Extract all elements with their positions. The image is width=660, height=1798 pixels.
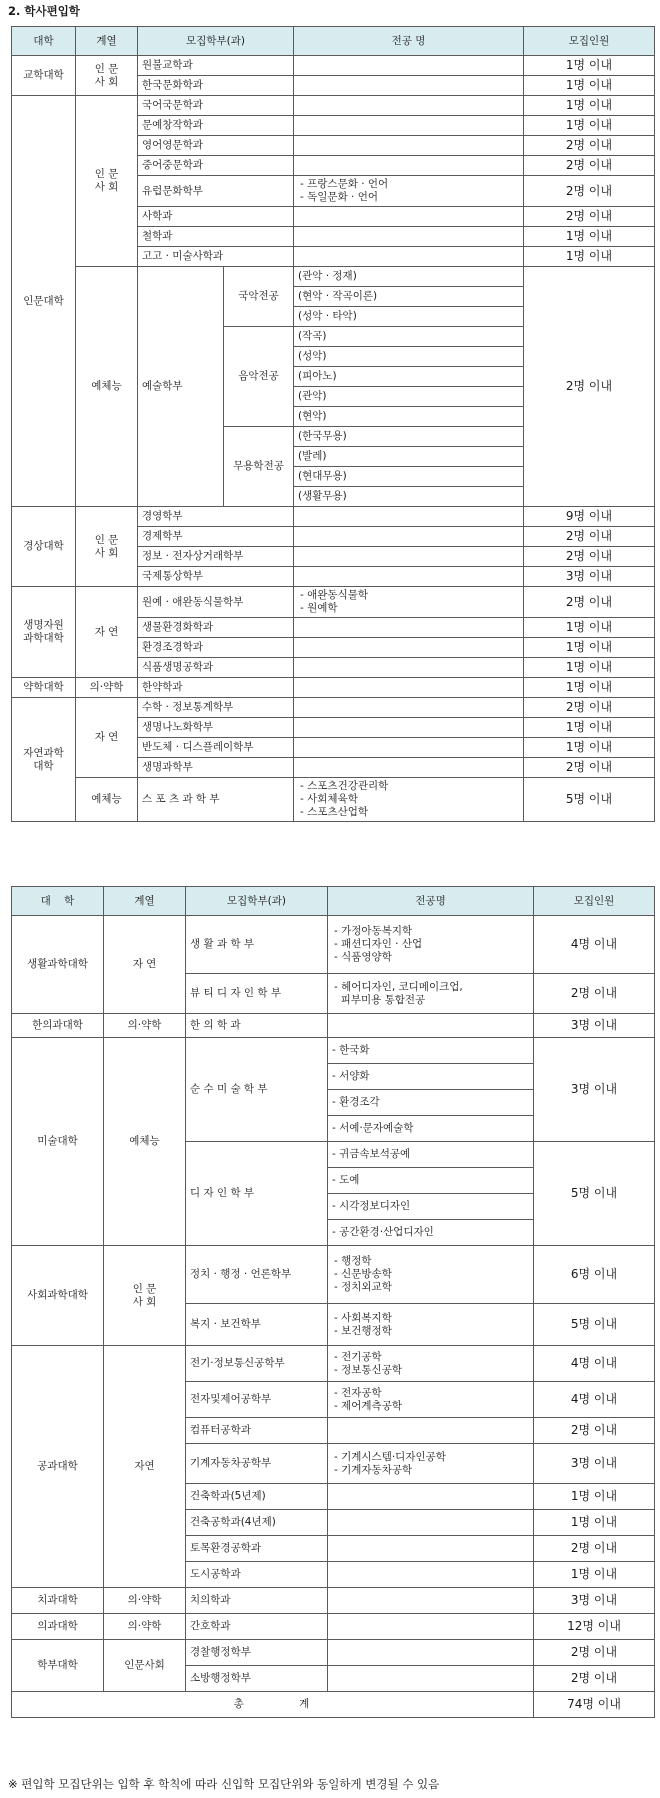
- quota-cell: 6명 이내: [534, 1246, 655, 1304]
- dept-cell: 원예 · 애완동식물학부: [138, 587, 294, 618]
- field-cell: 자연: [104, 1346, 186, 1588]
- major-cell: - 전자공학 - 제어계측공학: [328, 1382, 534, 1418]
- major-cell: [294, 618, 524, 638]
- table-row: [12, 698, 655, 718]
- dept-cell: 간호학과: [186, 1614, 328, 1640]
- major-cell: [294, 156, 524, 176]
- quota-cell: 1명 이내: [524, 227, 655, 247]
- major-cell: (현악 · 작곡이론): [294, 287, 524, 307]
- major-cell: [294, 738, 524, 758]
- major-cell: [328, 1510, 534, 1536]
- field-cell: 자 연: [76, 698, 138, 778]
- major-cell: - 스포츠건강관리학 - 사회체육학 - 스포츠산업학: [294, 778, 524, 822]
- dept-cell: 소방행정학부: [186, 1666, 328, 1692]
- dept-cell: 토목환경공학과: [186, 1536, 328, 1562]
- dept-cell: 문예창작학과: [138, 116, 294, 136]
- major-cell: (성악): [294, 347, 524, 367]
- major-cell: [328, 1614, 534, 1640]
- dept-cell: 한약학과: [138, 678, 294, 698]
- major-cell: [294, 76, 524, 96]
- dept-cell: 경찰행정학부: [186, 1640, 328, 1666]
- table-row: [12, 1246, 655, 1304]
- dept-cell: 수학 · 정보통계학부: [138, 698, 294, 718]
- major-cell: [294, 116, 524, 136]
- dept-cell: 기계자동차공학부: [186, 1444, 328, 1484]
- major-cell: [294, 507, 524, 527]
- field-cell: 인 문 사 회: [76, 507, 138, 587]
- header-college: 대학: [12, 27, 76, 56]
- table-row: [12, 1038, 655, 1064]
- major-cell: (한국무용): [294, 427, 524, 447]
- quota-cell: 2명 이내: [524, 176, 655, 207]
- dept-cell: 정치 · 행정 · 언론학부: [186, 1246, 328, 1304]
- table-row: [12, 678, 655, 698]
- quota-cell: 1명 이내: [524, 56, 655, 76]
- quota-cell: 2명 이내: [534, 974, 655, 1014]
- major-cell: - 도예: [328, 1168, 534, 1194]
- major-cell: - 서양화: [328, 1064, 534, 1090]
- dept-cell: 사학과: [138, 207, 294, 227]
- header-dept: 모집학부(과): [138, 27, 294, 56]
- section-title: 2. 학사편입학: [8, 4, 80, 18]
- major-cell: [294, 658, 524, 678]
- major-cell: [328, 1562, 534, 1588]
- major-cell: - 서예·문자예술학: [328, 1116, 534, 1142]
- major-cell: (관악): [294, 387, 524, 407]
- major-cell: [294, 718, 524, 738]
- total-row: [12, 1692, 655, 1718]
- field-cell: 인 문 사 회: [76, 96, 138, 267]
- table-row: [12, 916, 655, 974]
- college-cell: 경상대학: [12, 507, 76, 587]
- dept-cell: 생명과학부: [138, 758, 294, 778]
- field-cell: 의·약학: [104, 1614, 186, 1640]
- table-header-row: [12, 887, 655, 916]
- dept-cell: 건축학과(5년제): [186, 1484, 328, 1510]
- major-cell: [294, 247, 524, 267]
- header-major: 전공명: [328, 887, 534, 916]
- quota-cell: 1명 이내: [524, 247, 655, 267]
- field-cell: 자 연: [104, 916, 186, 1014]
- dept-cell: 도시공학과: [186, 1562, 328, 1588]
- quota-cell: 5명 이내: [534, 1304, 655, 1346]
- table-row: [12, 1640, 655, 1666]
- dept-cell: 생명나노화학부: [138, 718, 294, 738]
- dept-cell: 디 자 인 학 부: [186, 1142, 328, 1246]
- quota-cell: 1명 이내: [524, 618, 655, 638]
- major-cell: - 가정아동복지학 - 패션디자인 · 산업 - 식품영양학: [328, 916, 534, 974]
- quota-cell: 1명 이내: [524, 76, 655, 96]
- field-cell: 예체능: [104, 1038, 186, 1246]
- quota-cell: 1명 이내: [524, 96, 655, 116]
- header-dept: 모집학부(과): [186, 887, 328, 916]
- quota-cell: 2명 이내: [534, 1418, 655, 1444]
- header-quota: 모집인원: [534, 887, 655, 916]
- dept-cell: 영어영문학과: [138, 136, 294, 156]
- transfer-table-1: [11, 26, 655, 822]
- quota-cell: 4명 이내: [534, 916, 655, 974]
- quota-cell: 5명 이내: [524, 778, 655, 822]
- dept-cell: 고고 · 미술사학과: [138, 247, 294, 267]
- major-cell: - 애완동식물학 - 원예학: [294, 587, 524, 618]
- quota-cell: 2명 이내: [524, 136, 655, 156]
- college-cell: 학부대학: [12, 1640, 104, 1692]
- quota-cell: 2명 이내: [524, 267, 655, 507]
- major-cell: (생활무용): [294, 487, 524, 507]
- major-cell: [294, 678, 524, 698]
- dept-cell: 반도체 · 디스플레이학부: [138, 738, 294, 758]
- table-row: [12, 96, 655, 116]
- major-cell: (피아노): [294, 367, 524, 387]
- dept-cell: 유럽문화학부: [138, 176, 294, 207]
- dept-cell: 원불교학과: [138, 56, 294, 76]
- dept-cell: 예술학부: [138, 267, 224, 507]
- quota-cell: 2명 이내: [524, 758, 655, 778]
- quota-cell: 1명 이내: [534, 1510, 655, 1536]
- table-row: [12, 56, 655, 76]
- college-cell: 생명자원 과학대학: [12, 587, 76, 678]
- major-cell: - 전기공학 - 정보통신공학: [328, 1346, 534, 1382]
- field-cell: 인 문 사 회: [76, 56, 138, 96]
- major-cell: - 환경조각: [328, 1090, 534, 1116]
- transfer-table-2: [11, 886, 655, 1718]
- track-cell: 무용학전공: [224, 427, 294, 507]
- quota-cell: 1명 이내: [524, 678, 655, 698]
- major-cell: [294, 527, 524, 547]
- dept-cell: 건축공학과(4년제): [186, 1510, 328, 1536]
- major-cell: [328, 1418, 534, 1444]
- major-cell: (발레): [294, 447, 524, 467]
- major-cell: - 귀금속보석공예: [328, 1142, 534, 1168]
- table-row: [12, 1014, 655, 1038]
- quota-cell: 2명 이내: [524, 207, 655, 227]
- field-cell: 의·약학: [104, 1014, 186, 1038]
- major-cell: - 시각정보디자인: [328, 1194, 534, 1220]
- major-cell: - 한국화: [328, 1038, 534, 1064]
- quota-cell: 5명 이내: [534, 1142, 655, 1246]
- major-cell: [294, 227, 524, 247]
- quota-cell: 2명 이내: [524, 587, 655, 618]
- major-cell: [328, 1666, 534, 1692]
- dept-cell: 전자및제어공학부: [186, 1382, 328, 1418]
- quota-cell: 1명 이내: [534, 1562, 655, 1588]
- college-cell: 의과대학: [12, 1614, 104, 1640]
- college-cell: 교학대학: [12, 56, 76, 96]
- quota-cell: 1명 이내: [534, 1484, 655, 1510]
- major-cell: [328, 1484, 534, 1510]
- table-header-row: [12, 27, 655, 56]
- header-major: 전공 명: [294, 27, 524, 56]
- quota-cell: 4명 이내: [534, 1346, 655, 1382]
- table-row: [12, 778, 655, 822]
- college-cell: 미술대학: [12, 1038, 104, 1246]
- major-cell: - 프랑스문화 · 언어 - 독일문화 · 언어: [294, 176, 524, 207]
- field-cell: 인 문 사 회: [104, 1246, 186, 1346]
- field-cell: 인문사회: [104, 1640, 186, 1692]
- quota-cell: 1명 이내: [524, 116, 655, 136]
- major-cell: [294, 758, 524, 778]
- dept-cell: 스 포 츠 과 학 부: [138, 778, 294, 822]
- table-row: [12, 1588, 655, 1614]
- dept-cell: 중어중문학과: [138, 156, 294, 176]
- quota-cell: 2명 이내: [524, 527, 655, 547]
- college-cell: 공과대학: [12, 1346, 104, 1588]
- dept-cell: 생 활 과 학 부: [186, 916, 328, 974]
- dept-cell: 컴퓨터공학과: [186, 1418, 328, 1444]
- major-cell: [294, 698, 524, 718]
- major-cell: [294, 136, 524, 156]
- college-cell: 사회과학대학: [12, 1246, 104, 1346]
- dept-cell: 순 수 미 술 학 부: [186, 1038, 328, 1142]
- college-cell: 한의과대학: [12, 1014, 104, 1038]
- major-cell: [294, 567, 524, 587]
- header-field: 계열: [104, 887, 186, 916]
- dept-cell: 생물환경화학과: [138, 618, 294, 638]
- major-cell: - 사회복지학 - 보건행정학: [328, 1304, 534, 1346]
- major-cell: - 공간환경·산업디자인: [328, 1220, 534, 1246]
- quota-cell: 1명 이내: [524, 718, 655, 738]
- dept-cell: 식품생명공학과: [138, 658, 294, 678]
- quota-cell: 3명 이내: [534, 1038, 655, 1142]
- dept-cell: 국제통상학부: [138, 567, 294, 587]
- dept-cell: 정보 · 전자상거래학부: [138, 547, 294, 567]
- major-cell: - 헤어디자인, 코디메이크업, 피부미용 통합전공: [328, 974, 534, 1014]
- quota-cell: 3명 이내: [534, 1444, 655, 1484]
- quota-cell: 2명 이내: [534, 1640, 655, 1666]
- quota-cell: 1명 이내: [524, 738, 655, 758]
- major-cell: [294, 638, 524, 658]
- table-row: [12, 267, 655, 287]
- table-row: [12, 1346, 655, 1382]
- major-cell: (작곡): [294, 327, 524, 347]
- major-cell: (현대무용): [294, 467, 524, 487]
- field-cell: 자 연: [76, 587, 138, 678]
- total-label: 총 계: [12, 1692, 534, 1718]
- track-cell: 국악전공: [224, 267, 294, 327]
- college-cell: 생활과학대학: [12, 916, 104, 1014]
- quota-cell: 2명 이내: [534, 1666, 655, 1692]
- total-value: 74명 이내: [534, 1692, 655, 1718]
- college-cell: 약학대학: [12, 678, 76, 698]
- table-row: [12, 587, 655, 618]
- dept-cell: 치의학과: [186, 1588, 328, 1614]
- quota-cell: 2명 이내: [524, 156, 655, 176]
- college-cell: 인문대학: [12, 96, 76, 507]
- table-row: [12, 507, 655, 527]
- header-quota: 모집인원: [524, 27, 655, 56]
- dept-cell: 환경조경학과: [138, 638, 294, 658]
- college-cell: 자연과학 대학: [12, 698, 76, 822]
- quota-cell: 9명 이내: [524, 507, 655, 527]
- quota-cell: 3명 이내: [534, 1014, 655, 1038]
- table-row: [12, 1614, 655, 1640]
- major-cell: [328, 1536, 534, 1562]
- field-cell: 의·약학: [104, 1588, 186, 1614]
- major-cell: [328, 1640, 534, 1666]
- major-cell: [294, 96, 524, 116]
- dept-cell: 전기·정보통신공학부: [186, 1346, 328, 1382]
- dept-cell: 복지 · 보건학부: [186, 1304, 328, 1346]
- college-cell: 치과대학: [12, 1588, 104, 1614]
- major-cell: - 행정학 - 신문방송학 - 정치외교학: [328, 1246, 534, 1304]
- field-cell: 의·약학: [76, 678, 138, 698]
- quota-cell: 3명 이내: [524, 567, 655, 587]
- major-cell: [294, 56, 524, 76]
- major-cell: (성악 · 타악): [294, 307, 524, 327]
- major-cell: - 기계시스템·디자인공학 - 기계자동차공학: [328, 1444, 534, 1484]
- major-cell: [328, 1588, 534, 1614]
- quota-cell: 1명 이내: [524, 638, 655, 658]
- track-cell: 음악전공: [224, 327, 294, 427]
- dept-cell: 한 의 학 과: [186, 1014, 328, 1038]
- quota-cell: 1명 이내: [524, 658, 655, 678]
- header-field: 계열: [76, 27, 138, 56]
- field-cell: 예체능: [76, 778, 138, 822]
- quota-cell: 4명 이내: [534, 1382, 655, 1418]
- dept-cell: 국어국문학과: [138, 96, 294, 116]
- quota-cell: 12명 이내: [534, 1614, 655, 1640]
- major-cell: [328, 1014, 534, 1038]
- dept-cell: 한국문화학과: [138, 76, 294, 96]
- quota-cell: 2명 이내: [524, 547, 655, 567]
- dept-cell: 경영학부: [138, 507, 294, 527]
- footnote: ※ 편입학 모집단위는 입학 후 학칙에 따라 신입학 모집단위와 동일하게 변경될 수 있음: [8, 1777, 440, 1791]
- quota-cell: 2명 이내: [534, 1536, 655, 1562]
- field-cell: 예체능: [76, 267, 138, 507]
- quota-cell: 2명 이내: [524, 698, 655, 718]
- major-cell: [294, 207, 524, 227]
- dept-cell: 경제학부: [138, 527, 294, 547]
- dept-cell: 뷰 티 디 자 인 학 부: [186, 974, 328, 1014]
- major-cell: (관악 · 정재): [294, 267, 524, 287]
- major-cell: (현악): [294, 407, 524, 427]
- major-cell: [294, 547, 524, 567]
- dept-cell: 철학과: [138, 227, 294, 247]
- header-college: 대 학: [12, 887, 104, 916]
- quota-cell: 3명 이내: [534, 1588, 655, 1614]
